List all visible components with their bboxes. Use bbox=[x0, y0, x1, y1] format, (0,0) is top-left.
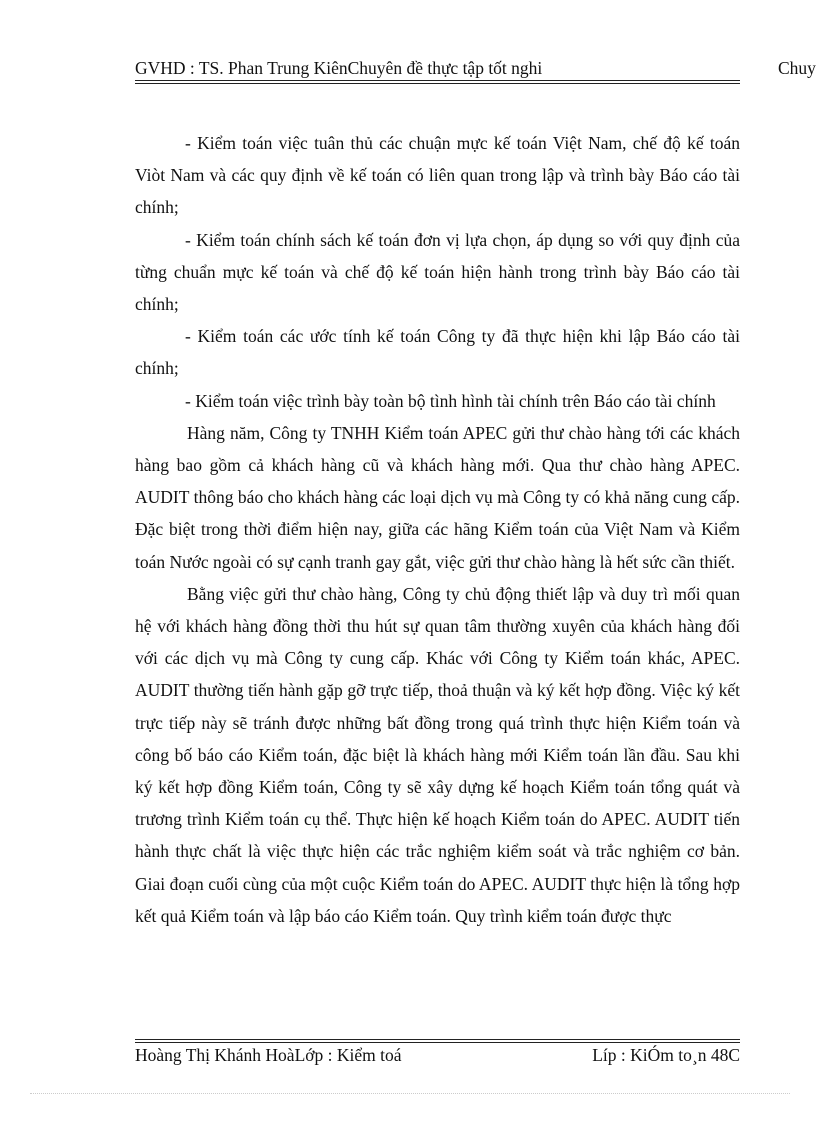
bullet-item: - Kiểm toán các ước tính kế toán Công ty đã thực hiện khi lập Báo cáo tài chính; bbox=[135, 326, 740, 379]
document-body bbox=[135, 127, 740, 932]
footer-right-text: Líp : KiÓm to¸n 48C bbox=[592, 1045, 740, 1065]
paragraph: Bằng việc gửi thư chào hàng, Công ty chủ động thiết lập và duy trì mối quan hệ với khách hàng đồng thời thu hút sự quan tâm thường xuyên của khách hàng đối với các dịch vụ mà Công ty cung cấp. Khác với Công ty Kiểm toán khác, APEC. AUDIT thường tiến hành gặp gỡ trực tiếp, thoả thuận và ký kết hợp đồng. Việc ký kết trực tiếp này sẽ tránh được những bất đồng trong quá trình thực hiện Kiểm toán và công bố báo cáo Kiểm toán, đặc biệt là khách hàng mới Kiểm toán lần đầu. Sau khi ký kết hợp đồng Kiểm toán, Công ty sẽ xây dựng kế hoạch Kiểm toán tổng quát và trương trình Kiểm toán cụ thể. Thực hiện kế hoạch Kiểm toán do APEC. AUDIT tiến hành thực chất là việc thực hiện các trắc nghiệm kiểm soát và trắc nghiệm cơ bản. Giai đoạn cuối cùng của một cuộc Kiểm toán do APEC. AUDIT thực hiện là tổng hợp kết quả Kiểm toán và lập báo cáo Kiểm toán. Quy trình kiểm toán được thực bbox=[135, 583, 740, 926]
bullet-item: - Kiểm toán việc trình bày toàn bộ tình hình tài chính trên Báo cáo tài chính bbox=[185, 390, 716, 411]
header-rule bbox=[135, 80, 740, 81]
header-left-text: GVHD : TS. Phan Trung KiênChuyên đề thực tập tốt nghi bbox=[135, 58, 543, 78]
header-rule-thin bbox=[135, 83, 740, 84]
bullet-item: - Kiểm toán việc tuân thủ các chuận mực kế toán Việt Nam, chế độ kế toán Viòt Nam và các quy định về kế toán có liên quan trong lập và trình bày Báo cáo tài chính; bbox=[135, 133, 740, 218]
page-bottom-border bbox=[30, 1093, 790, 1094]
page-header bbox=[135, 58, 740, 82]
paragraph: Hàng năm, Công ty TNHH Kiểm toán APEC gửi thư chào hàng tới các khách hàng bao gồm cả khách hàng cũ và khách hàng mới. Qua thư chào hàng APEC. AUDIT thông báo cho khách hàng các loại dịch vụ mà Công ty có khả năng cung cấp. Đặc biệt trong thời điểm hiện nay, giữa các hãng Kiểm toán của Việt Nam và Kiểm toán Nước ngoài có sự cạnh tranh gay gắt, việc gửi thư chào hàng là hết sức cần thiết. bbox=[135, 422, 740, 572]
bullet-item: - Kiểm toán chính sách kế toán đơn vị lựa chọn, áp dụng so với quy định của từng chuẩn mực kế toán và chế độ kế toán hiện hành trong trình bày Báo cáo tài chính; bbox=[135, 229, 740, 315]
footer-rule-thin bbox=[135, 1042, 740, 1043]
footer-rule bbox=[135, 1039, 740, 1040]
footer-left-text: Hoàng Thị Khánh HoàLớp : Kiểm toá bbox=[135, 1045, 402, 1065]
header-right-text: Chuy bbox=[778, 58, 816, 78]
